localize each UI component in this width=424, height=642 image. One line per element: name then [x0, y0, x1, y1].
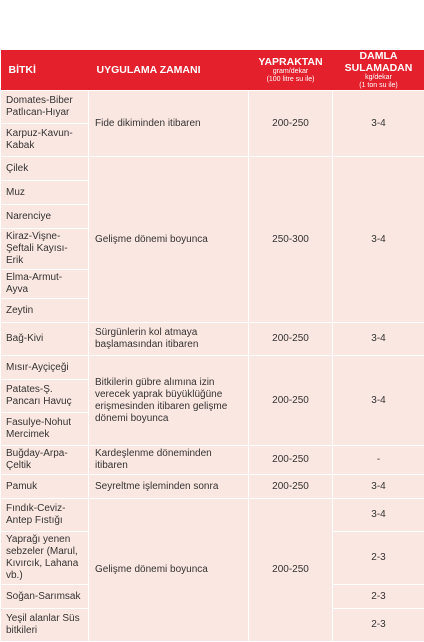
drip-dose-cell: 3-4	[333, 91, 424, 157]
foliar-dose-cell: 200-250	[249, 91, 333, 157]
header-uygulama: UYGULAMA ZAMANI	[89, 50, 249, 91]
drip-dose-cell: 3-4	[333, 356, 424, 446]
header-damla-note: (1 ton su ile)	[337, 82, 421, 90]
plant-cell: Elma-Armut-Ayva	[1, 270, 89, 299]
plant-cell: Domates-Biber Patlıcan-Hıyar	[1, 91, 89, 124]
table-row	[1, 446, 424, 475]
plant-cell: Fındık-Ceviz-Antep Fıstığı	[1, 499, 89, 532]
plant-cell: Bağ-Kivi	[1, 323, 89, 356]
plant-cell: Buğday-Arpa-Çeltik	[1, 446, 89, 475]
header-damla	[333, 50, 424, 91]
table-row	[1, 356, 424, 380]
drip-dose-cell: 2-3	[333, 609, 424, 642]
header-damla-unit: kg/dekar	[337, 74, 421, 82]
plant-cell: Çilek	[1, 157, 89, 181]
application-time-cell: Gelişme dönemi boyunca	[89, 499, 249, 642]
plant-cell: Yeşil alanlar Süs bitkileri	[1, 609, 89, 642]
plant-cell: Soğan-Sarımsak	[1, 585, 89, 609]
table-row	[1, 475, 424, 499]
application-time-cell: Gelişme dönemi boyunca	[89, 157, 249, 323]
header-yapraktan-title: YAPRAKTAN	[258, 56, 322, 68]
header-damla-title: DAMLA SULAMADAN	[345, 50, 413, 74]
drip-dose-cell: 2-3	[333, 585, 424, 609]
header-yapraktan	[249, 50, 333, 91]
drip-dose-cell: 2-3	[333, 532, 424, 585]
plant-cell: Karpuz-Kavun-Kabak	[1, 124, 89, 157]
application-time-cell: Sürgünlerin kol atmaya başlamasından itibaren	[89, 323, 249, 356]
header-yapraktan-unit: gram/dekar	[253, 68, 329, 76]
plant-cell: Zeytin	[1, 299, 89, 323]
dosage-table	[0, 50, 424, 642]
foliar-dose-cell: 200-250	[249, 475, 333, 499]
application-time-cell: Kardeşlenme döneminden itibaren	[89, 446, 249, 475]
header-yapraktan-note: (100 litre su ile)	[253, 76, 329, 84]
drip-dose-cell: 3-4	[333, 323, 424, 356]
table-row	[1, 323, 424, 356]
plant-cell: Mısır-Ayçiçeği	[1, 356, 89, 380]
plant-cell: Narenciye	[1, 205, 89, 229]
header-row	[1, 50, 424, 91]
application-time-cell: Fide dikiminden itibaren	[89, 91, 249, 157]
foliar-dose-cell: 200-250	[249, 356, 333, 446]
plant-cell: Kiraz-Vişne-Şeftali Kayısı-Erik	[1, 229, 89, 270]
plant-cell: Muz	[1, 181, 89, 205]
dosage-table-container	[0, 50, 424, 642]
foliar-dose-cell: 200-250	[249, 446, 333, 475]
drip-dose-cell: -	[333, 446, 424, 475]
header-bitki: BİTKİ	[1, 50, 89, 91]
foliar-dose-cell: 250-300	[249, 157, 333, 323]
foliar-dose-cell: 200-250	[249, 499, 333, 642]
drip-dose-cell: 3-4	[333, 157, 424, 323]
plant-cell: Pamuk	[1, 475, 89, 499]
plant-cell: Fasulye-Nohut Mercimek	[1, 413, 89, 446]
foliar-dose-cell: 200-250	[249, 323, 333, 356]
drip-dose-cell: 3-4	[333, 475, 424, 499]
plant-cell: Yaprağı yenen sebzeler (Marul, Kıvırcık, Lahana vb.)	[1, 532, 89, 585]
application-time-cell: Seyreltme işleminden sonra	[89, 475, 249, 499]
drip-dose-cell: 3-4	[333, 499, 424, 532]
plant-cell: Patates-Ş. Pancarı Havuç	[1, 380, 89, 413]
application-time-cell: Bitkilerin gübre alımına izin verecek yaprak büyüklüğüne erişmesinden itibaren gelişme dönemi boyunca	[89, 356, 249, 446]
table-row	[1, 91, 424, 124]
table-row	[1, 499, 424, 532]
table-row	[1, 157, 424, 181]
